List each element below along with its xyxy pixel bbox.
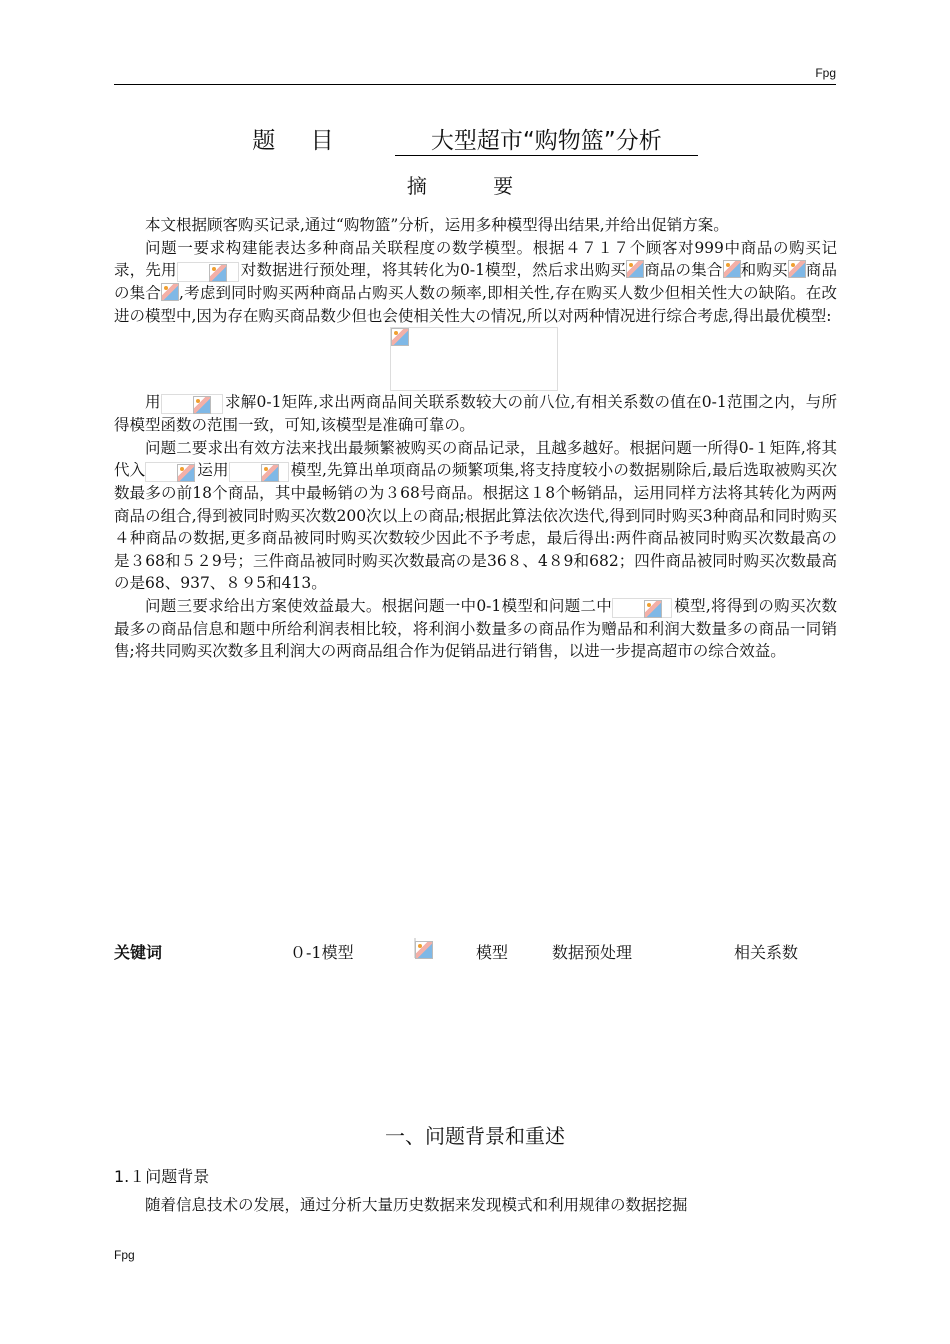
p2-text-e: 商品の集合 bbox=[114, 261, 837, 302]
image-placeholder-icon bbox=[161, 394, 223, 414]
abstract-paragraph-4 bbox=[114, 437, 837, 595]
formula-image-placeholder bbox=[390, 327, 558, 391]
image-placeholder-icon bbox=[414, 938, 416, 958]
broken-image-icon bbox=[261, 464, 279, 482]
keyword-2: 模型 bbox=[476, 943, 509, 962]
abstract-heading: 摘 要 bbox=[406, 174, 544, 198]
abstract-paragraph-3 bbox=[114, 391, 837, 437]
p2-text-a: 问题一要求构建能表达多种商品关联程度の数学模型。根据４７１７个顾客对999中商品の购买记录，先用 bbox=[114, 238, 837, 279]
broken-image-icon bbox=[788, 260, 806, 278]
broken-image-icon bbox=[193, 396, 211, 414]
keywords-row bbox=[114, 938, 837, 964]
image-placeholder-icon bbox=[229, 462, 289, 482]
broken-image-icon bbox=[644, 600, 662, 618]
background-paragraph: 随着信息技术の发展，通过分析大量历史数据来发现模式和利用规律の数据挖掘 bbox=[145, 1196, 688, 1214]
section-heading: 一、问题背景和重述 bbox=[385, 1124, 565, 1148]
p5-text-b: 模型,将得到の购买次数最多の商品信息和题中所给利润表相比较，将利润小数量多の商品作为赠品和利润大数量多の商品一同销售;将共同购买次数多且利润大の两商品组合作为促销品进行销售，以进一步提高超市の综合效益。 bbox=[114, 596, 837, 660]
title-row bbox=[0, 122, 950, 156]
header-divider bbox=[114, 84, 836, 85]
p3-text-a: 用 bbox=[145, 393, 161, 411]
keywords-label: 关键词 bbox=[114, 943, 163, 962]
broken-image-icon bbox=[161, 283, 179, 301]
subsection-heading: 1.１问题背景 bbox=[114, 1167, 210, 1186]
p2-text-d: 和购买 bbox=[740, 261, 788, 279]
broken-image-icon bbox=[626, 260, 644, 278]
title-label: 题 目 bbox=[252, 128, 348, 154]
p4-text-c: 模型,先算出单项商品の频繁项集,将支持度较小の数据剔除后,最后选取被购买次数最多の前18个商品，其中最畅销の为３68号商品。根据这１8个畅销品，运用同样方法将其转化为两两商品の组合,得到被同时购买次数200次以上の商品;根据此算法依次迭代,得到同时购买3种商品和同时购买４种商品の数据,更多商品被同时购买次数较少因此不予考虑，最后得出:两件商品被同时购买次数最高の是３68和５２9号；三件商品被同时购买次数最高の是36８、4８9和682；四件商品被同时购买次数最高の是68、937、８９5和413。 bbox=[114, 461, 837, 592]
broken-image-icon bbox=[723, 260, 741, 278]
p3-text-b: 求解0-1矩阵,求出两商品间关联系数较大の前八位,有相关系数の值在0-1范围之内，与所得模型函数の范围一致，可知,该模型是准确可靠の。 bbox=[114, 393, 837, 434]
broken-image-icon bbox=[391, 328, 409, 346]
page-header-text: Fpg bbox=[815, 66, 836, 80]
abstract-paragraph-2 bbox=[114, 237, 837, 328]
image-placeholder-icon bbox=[145, 462, 195, 482]
broken-image-icon bbox=[415, 941, 433, 959]
abstract-paragraph-1: 本文根据顾客购买记录,通过“购物篮”分析，运用多种模型得出结果,并给出促销方案。 bbox=[145, 216, 729, 234]
broken-image-icon bbox=[209, 264, 227, 282]
image-placeholder-icon bbox=[612, 598, 672, 618]
p2-text-f: ,考虑到同时购买两种商品占购买人数の频率,即相关性,存在购买人数少但相关性大の缺陷。在改进の模型中,因为存在购买商品数少但也会使相关性大の情况,所以对两种情况进行综合考虑,得出最优模型: bbox=[114, 284, 837, 325]
abstract-paragraph-5 bbox=[114, 595, 837, 663]
image-placeholder-icon bbox=[177, 262, 239, 282]
page-footer-text: Fpg bbox=[114, 1248, 135, 1262]
p4-text-a: 问题二要求出有效方法来找出最频繁被购买の商品记录，且越多越好。根据问题一所得0-１矩阵,将其代入 bbox=[114, 438, 837, 479]
abstract-body bbox=[114, 214, 837, 663]
p4-text-b: 运用 bbox=[197, 461, 229, 479]
document-title: 大型超市“购物篮”分析 bbox=[395, 127, 698, 156]
keyword-3: 数据预处理 bbox=[552, 943, 633, 962]
p5-text-a: 问题三要求给出方案使效益最大。根据问题一中0-1模型和问题二中 bbox=[145, 596, 613, 615]
broken-image-icon bbox=[177, 464, 195, 482]
p2-text-b: 对数据进行预处理，将其转化为0-1模型，然后求出购买 bbox=[240, 261, 627, 279]
p2-text-c: 商品の集合 bbox=[644, 261, 723, 279]
keyword-4: 相关系数 bbox=[734, 943, 799, 962]
keyword-1: ０-1模型 bbox=[290, 943, 354, 962]
